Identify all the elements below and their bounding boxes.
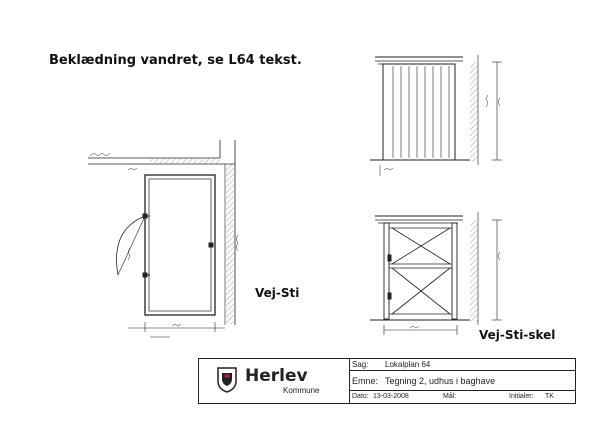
emne-value: Tegning 2, udhus i baghave <box>385 376 496 386</box>
herlev-shield-icon <box>217 367 237 393</box>
emne-row <box>349 371 575 391</box>
section-view <box>370 212 502 335</box>
emne-label: Emne: <box>352 376 379 386</box>
info-row <box>349 391 575 403</box>
initialer-label: Initialer: <box>509 393 534 400</box>
initialer-value: TK <box>545 393 554 400</box>
label-vej-sti: Vej-Sti <box>255 286 300 300</box>
logo-name: Herlev <box>245 366 308 386</box>
dato-label: Dato: <box>352 393 369 400</box>
maal-label: Mål: <box>443 393 457 400</box>
sag-label: Sag: <box>352 360 369 369</box>
logo-area <box>199 359 350 403</box>
heading-note: Beklædning vandret, se L64 tekst. <box>49 53 302 68</box>
logo-subtitle: Kommune <box>283 386 320 395</box>
plan-view <box>88 140 238 337</box>
sag-row <box>349 359 575 371</box>
title-block <box>198 358 576 404</box>
elevation-view <box>370 55 502 176</box>
dato-value: 13-03-2008 <box>373 393 409 400</box>
sag-value: Lokalplan 64 <box>385 360 431 369</box>
label-vej-sti-skel: Vej-Sti-skel <box>479 328 556 342</box>
